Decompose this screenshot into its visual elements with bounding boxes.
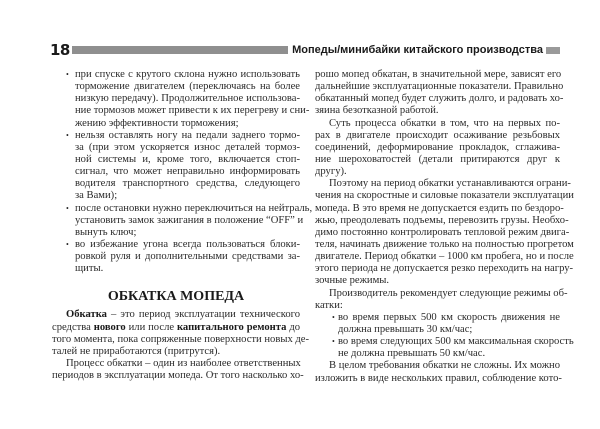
text-line: не должна превышать 50 км/час. — [338, 348, 486, 360]
bullet-item — [52, 202, 313, 239]
bullet-item — [52, 130, 300, 203]
text-line: водителя транспортного средства, следующего — [75, 178, 300, 190]
text-line: того момента, пока сопряженные поверхности новых де- — [52, 333, 310, 345]
paragraph — [52, 357, 304, 382]
bullet-item — [52, 69, 310, 130]
text-line: соединений, деформирование прокладок, сглажива- — [315, 141, 560, 153]
text-line: изложить в виде нескольких правил, соблюдение кото- — [315, 372, 562, 384]
section-heading: ОБКАТКА МОПЕДА — [107, 289, 245, 305]
header-bar — [72, 46, 288, 54]
text-line — [52, 309, 300, 321]
text-line: рошо мопед обкатан, в значительной мере, зависят его — [315, 69, 562, 80]
text-line: сигнал, что может неправильно информировать — [75, 166, 300, 178]
bold-term: капитального ремонта — [176, 321, 287, 333]
text-line: зочные режимы. — [315, 275, 390, 287]
text-line: при спуске с крутого склона нужно использовать — [75, 69, 300, 80]
text-line: во время следующих 500 км максимальная скорость — [338, 336, 574, 348]
bold-term: нового — [93, 321, 126, 333]
text-line: другу). — [315, 166, 347, 178]
text-line: катки: — [315, 299, 343, 311]
text-line: Суть процесса обкатки в том, что на первых по- — [329, 117, 560, 129]
bullet-item — [52, 239, 300, 275]
text-line: Процесс обкатки – один из наиболее ответственных — [66, 357, 301, 369]
running-header-title: Мопеды/минибайки китайского производства — [292, 44, 543, 56]
text-line: ной системы и, кроме того, включается стоп- — [75, 153, 300, 165]
bullet-item — [315, 336, 574, 360]
text-line: жью, преодолевать подъемы, перевозить грузы. Необхо- — [315, 214, 569, 226]
text-line: низкую передачу). Продолжительное использова- — [75, 93, 300, 105]
text-line: щиты. — [75, 263, 104, 275]
bullet-item — [315, 312, 560, 336]
text-line: двигателе. Период обкатки – 1000 км пробега, но и после — [315, 251, 574, 263]
bullet-icon: • — [66, 203, 69, 213]
text-line: во избежание угона всегда пользоваться блоки- — [75, 238, 300, 250]
bullet-icon: • — [332, 312, 335, 322]
bullet-icon: • — [332, 337, 335, 347]
bullet-icon: • — [66, 239, 69, 249]
paragraph — [315, 178, 574, 287]
text-line: за Вами); — [75, 190, 118, 202]
text-line: ние тормозов может привести к их перегреву и сни- — [75, 105, 310, 117]
text-line: установить замок зажигания в положение “OFF” и — [75, 214, 304, 226]
paragraph — [315, 118, 560, 179]
paragraph — [315, 69, 564, 118]
text-line: после остановки нужно переключиться на нейтраль, — [75, 202, 313, 214]
text-line: периодов в эксплуатации мопеда. От того насколько хо- — [52, 370, 304, 382]
page-number: 18 — [50, 41, 70, 59]
right-column — [315, 69, 574, 385]
text-line: Поэтому на период обкатки устанавливаются ограни- — [329, 178, 571, 190]
text-line: мопеда. В это время не допускается ездить по бездоро- — [315, 202, 564, 214]
header-marker — [546, 47, 560, 54]
text-run: средства — [52, 321, 94, 333]
bullet-icon: • — [66, 70, 69, 79]
text-line: жению эффективности торможения; — [75, 117, 239, 129]
text-line — [52, 322, 300, 334]
text-run: до — [286, 321, 300, 333]
text-line: чения на скоростные и силовые показатели эксплуатации — [315, 190, 574, 202]
text-line: талей не приработаются (притрутся). — [52, 345, 221, 357]
text-run: – это период эксплуатации технического — [106, 309, 300, 321]
text-line: дальнейшие эксплуатационные показатели. Правильно — [315, 81, 564, 93]
text-line: В целом требования обкатки не сложны. Их можно — [329, 360, 560, 372]
text-line: вынуть ключ; — [75, 226, 137, 238]
text-line: димо постоянно контролировать тепловой режим двига- — [315, 226, 570, 238]
running-header — [50, 40, 560, 60]
bullet-icon: • — [66, 130, 69, 140]
paragraph — [315, 360, 560, 384]
text-line: торможение двигателем (переключаясь на более — [75, 81, 300, 93]
paragraph — [315, 287, 568, 312]
text-line: зяина безотказной работой. — [315, 105, 439, 117]
text-line: Производитель рекомендует следующие режимы об- — [329, 287, 568, 299]
text-line: должна превышать 30 км/час; — [338, 323, 473, 335]
text-line: за (при этом ускоряется износ деталей тормоз- — [75, 141, 300, 153]
text-run: или после — [125, 321, 177, 333]
left-column — [52, 69, 313, 382]
text-line: ние шероховатостей (детали притираются друг к — [315, 153, 560, 165]
text-line: теля, начинать движение только на полностью прогретом — [315, 238, 574, 250]
text-line: нельзя оставлять ногу на педали заднего тормо- — [75, 129, 300, 141]
text-line: обкатанный мопед будет служить долго, и радовать хо- — [315, 93, 564, 105]
text-line: во время первых 500 км скорость движения не — [338, 311, 560, 323]
paragraph — [52, 309, 310, 358]
text-line: рах в двигателе происходит осаживание резьбовых — [315, 129, 560, 141]
bold-term: Обкатка — [66, 309, 107, 321]
text-line: ровкой руля и дополнительными средствами за- — [75, 251, 300, 263]
text-line: этого периода не допускается резко переходить на нагру- — [315, 263, 574, 275]
